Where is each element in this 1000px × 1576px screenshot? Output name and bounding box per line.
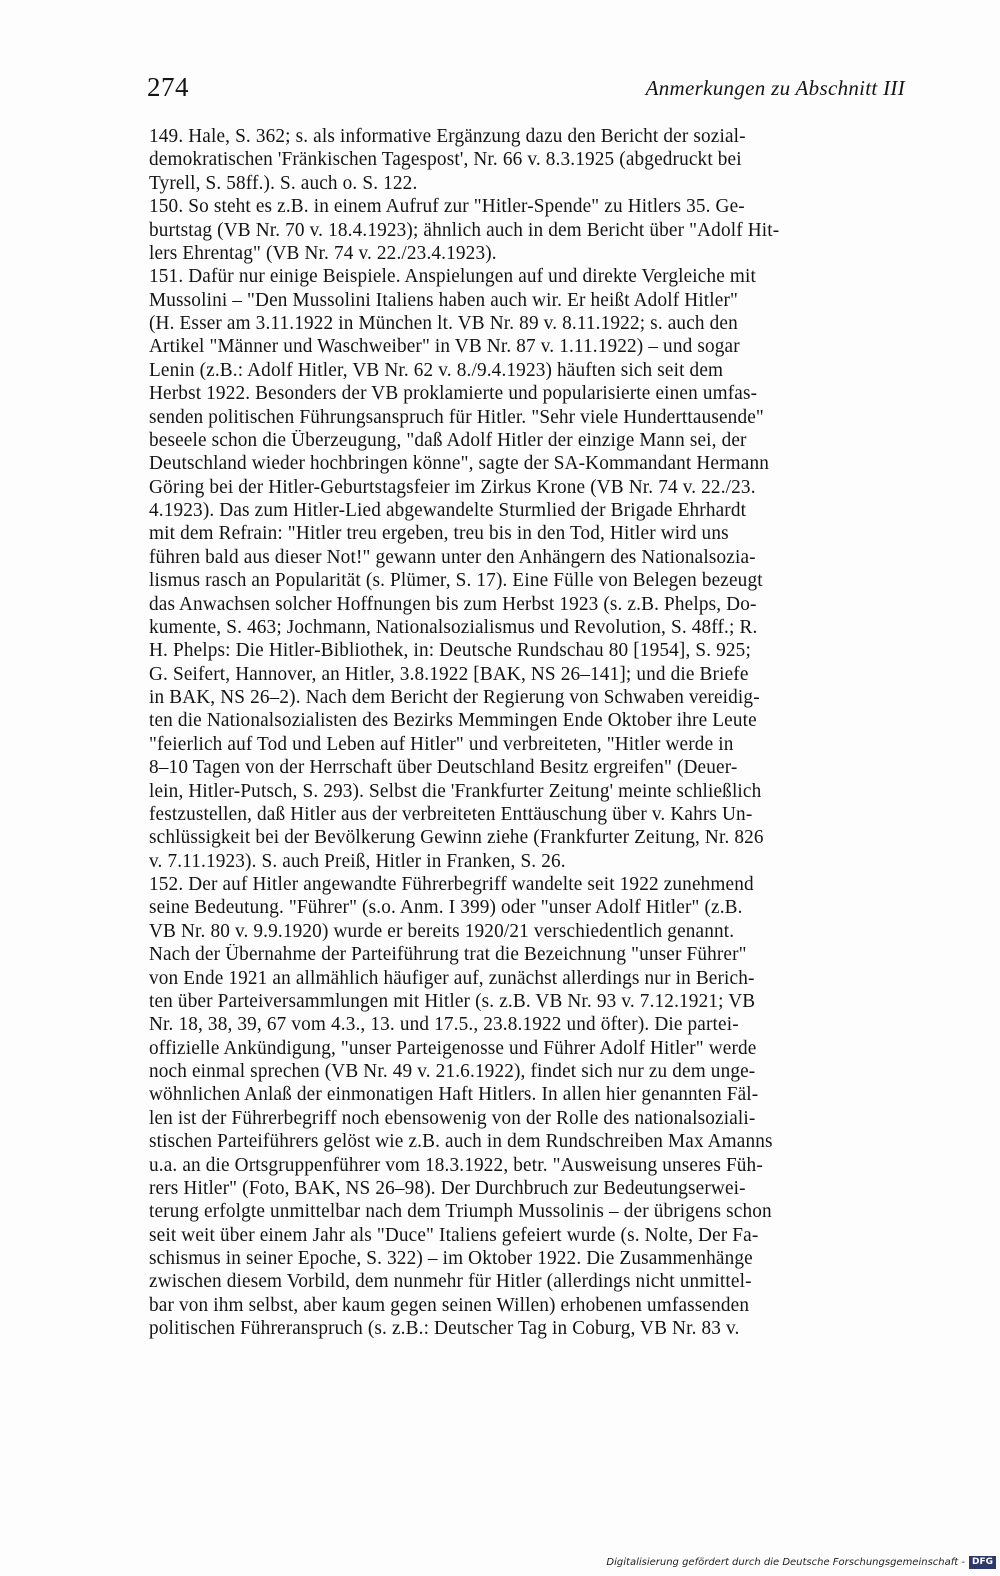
text-line: seine Bedeutung. "Führer" (s.o. Anm. I 399) oder "unser Adolf Hitler" (z.B. xyxy=(149,897,743,919)
text-line: mit dem Refrain: "Hitler treu ergeben, treu bis in den Tod, Hitler wird uns xyxy=(149,523,729,545)
text-line: zwischen diesem Vorbild, dem nunmehr für Hitler (allerdings nicht unmittel- xyxy=(149,1271,752,1293)
text-line: schismus in seiner Epoche, S. 322) – im Oktober 1922. Die Zusammenhänge xyxy=(149,1248,753,1269)
text-line: Göring bei der Hitler-Geburtstagsfeier im Zirkus Krone (VB Nr. 74 v. 22./23. xyxy=(149,476,756,498)
text-line: terung erfolgte unmittelbar nach dem Triumph Mussolinis – der übrigens schon xyxy=(149,1201,772,1223)
text-line: wöhnlichen Anlaß der einmonatigen Haft Hitlers. In allen hier genannten Fäl- xyxy=(149,1084,759,1106)
text-line: 8–10 Tagen von der Herrschaft über Deutschland Besitz ergreifen" (Deuer- xyxy=(149,757,738,779)
text-line: seit weit über einem Jahr als "Duce" Italiens gefeiert wurde (s. Nolte, Der Fa- xyxy=(149,1224,759,1246)
digitization-footer xyxy=(606,1554,996,1570)
page-header xyxy=(147,72,905,112)
text-line: 152. Der auf Hitler angewandte Führerbegriff wandelte seit 1922 zunehmend xyxy=(149,874,754,895)
text-line: von Ende 1921 an allmählich häufiger auf, zunächst allerdings nur in Berich- xyxy=(149,967,755,989)
text-line: Nr. 18, 38, 39, 67 vom 4.3., 13. und 17.5., 23.8.1922 und öfter). Die partei- xyxy=(149,1014,739,1036)
footnotes-body xyxy=(149,125,919,1341)
text-line: in BAK, NS 26–2). Nach dem Bericht der Regierung von Schwaben vereidig- xyxy=(149,687,760,708)
text-line: u.a. an die Ortsgruppenführer vom 18.3.1922, betr. "Ausweisung unseres Füh- xyxy=(149,1154,763,1176)
text-line: demokratischen 'Fränkischen Tagespost', Nr. 66 v. 8.3.1925 (abgedruckt bei xyxy=(149,149,742,171)
page-number: 274 xyxy=(147,72,189,102)
text-line: Nach der Übernahme der Parteiführung trat die Bezeichnung "unser Führer" xyxy=(149,944,747,966)
text-line: festzustellen, daß Hitler aus der verbreiteten Enttäuschung über v. Kahrs Un- xyxy=(149,803,753,825)
text-line: offizielle Ankündigung, "unser Parteigenosse und Führer Adolf Hitler" werde xyxy=(149,1037,757,1059)
text-line: rers Hitler" (Foto, BAK, NS 26–98). Der Durchbruch zur Bedeutungserwei- xyxy=(149,1177,746,1199)
text-line: v. 7.11.1923). S. auch Preiß, Hitler in Franken, S. 26. xyxy=(149,850,566,872)
text-line: 149. Hale, S. 362; s. als informative Ergänzung dazu den Bericht der sozial- xyxy=(149,126,746,147)
running-title: Anmerkungen zu Abschnitt III xyxy=(645,76,905,100)
text-line: G. Seifert, Hannover, an Hitler, 3.8.1922 [BAK, NS 26–141]; und die Briefe xyxy=(149,663,749,685)
text-line: lein, Hitler-Putsch, S. 293). Selbst die 'Frankfurter Zeitung' meinte schließlich xyxy=(149,780,762,802)
text-line: senden politischen Führungsanspruch für Hitler. "Sehr viele Hunderttausende" xyxy=(149,406,764,428)
text-line: ten über Parteiversammlungen mit Hitler (s. z.B. VB Nr. 93 v. 7.12.1921; VB xyxy=(149,990,756,1012)
text-line: Herbst 1922. Besonders der VB proklamierte und popularisierte einen umfas- xyxy=(149,383,758,405)
text-line: Deutschland wieder hochbringen könne", sagte der SA-Kommandant Hermann xyxy=(149,453,770,475)
text-line: Lenin (z.B.: Adolf Hitler, VB Nr. 62 v. 8./9.4.1923) häuften sich seit dem xyxy=(149,359,724,381)
text-line: VB Nr. 80 v. 9.9.1920) wurde er bereits 1920/21 verschiedentlich genannt. xyxy=(149,920,735,942)
text-line: "feierlich auf Tod und Leben auf Hitler" und verbreiteten, "Hitler werde in xyxy=(149,733,734,755)
text-line: beseele schon die Überzeugung, "daß Adolf Hitler der einzige Mann sei, der xyxy=(149,429,747,451)
text-line: bar von ihm selbst, aber kaum gegen seinen Willen) erhobenen umfassenden xyxy=(149,1294,750,1316)
text-line: burtstag (VB Nr. 70 v. 18.4.1923); ähnlich auch in dem Bericht über "Adolf Hit- xyxy=(149,219,780,241)
text-line: führen bald aus dieser Not!" gewann unter den Anhängern des Nationalsozia- xyxy=(149,546,756,568)
text-line: Artikel "Männer und Waschweiber" in VB Nr. 87 v. 1.11.1922) – und sogar xyxy=(149,336,740,358)
text-line: Mussolini – "Den Mussolini Italiens haben auch wir. Er heißt Adolf Hitler" xyxy=(149,289,739,311)
text-line: Tyrell, S. 58ff.). S. auch o. S. 122. xyxy=(149,172,418,194)
text-line: 151. Dafür nur einige Beispiele. Anspielungen auf und direkte Vergleiche mit xyxy=(149,266,757,288)
text-line: noch einmal sprechen (VB Nr. 49 v. 21.6.1922), findet sich nur zu dem unge- xyxy=(149,1061,756,1082)
text-line: lers Ehrentag" (VB Nr. 74 v. 22./23.4.1923). xyxy=(149,242,497,264)
text-line: H. Phelps: Die Hitler-Bibliothek, in: Deutsche Rundschau 80 [1954], S. 925; xyxy=(149,640,751,662)
text-line: stischen Parteiführers gelöst wie z.B. auch in dem Rundschreiben Max Amanns xyxy=(149,1131,773,1153)
dfg-logo: DFG xyxy=(969,1556,996,1569)
footer-text: Digitalisierung gefördert durch die Deutsche Forschungsgemeinschaft - xyxy=(606,1556,965,1568)
text-line: lismus rasch an Popularität (s. Plümer, S. 17). Eine Fülle von Belegen bezeugt xyxy=(149,570,763,592)
text-line: 150. So steht es z.B. in einem Aufruf zur "Hitler-Spende" zu Hitlers 35. Ge- xyxy=(149,196,745,218)
text-line: schlüssigkeit bei der Bevölkerung Gewinn ziehe (Frankfurter Zeitung, Nr. 826 xyxy=(149,827,764,849)
text-line: politischen Führeranspruch (s. z.B.: Deutscher Tag in Coburg, VB Nr. 83 v. xyxy=(149,1318,740,1340)
text-line: (H. Esser am 3.11.1922 in München lt. VB Nr. 89 v. 8.11.1922; s. auch den xyxy=(149,313,738,334)
text-line: das Anwachsen solcher Hoffnungen bis zum Herbst 1923 (s. z.B. Phelps, Do- xyxy=(149,593,757,615)
text-line: len ist der Führerbegriff noch ebensowenig von der Rolle des nationalsoziali- xyxy=(149,1107,756,1129)
text-line: kumente, S. 463; Jochmann, Nationalsozialismus und Revolution, S. 48ff.; R. xyxy=(149,616,758,638)
text-line: 4.1923). Das zum Hitler-Lied abgewandelte Sturmlied der Brigade Ehrhardt xyxy=(149,500,747,521)
text-line: ten die Nationalsozialisten des Bezirks Memmingen Ende Oktober ihre Leute xyxy=(149,710,757,732)
